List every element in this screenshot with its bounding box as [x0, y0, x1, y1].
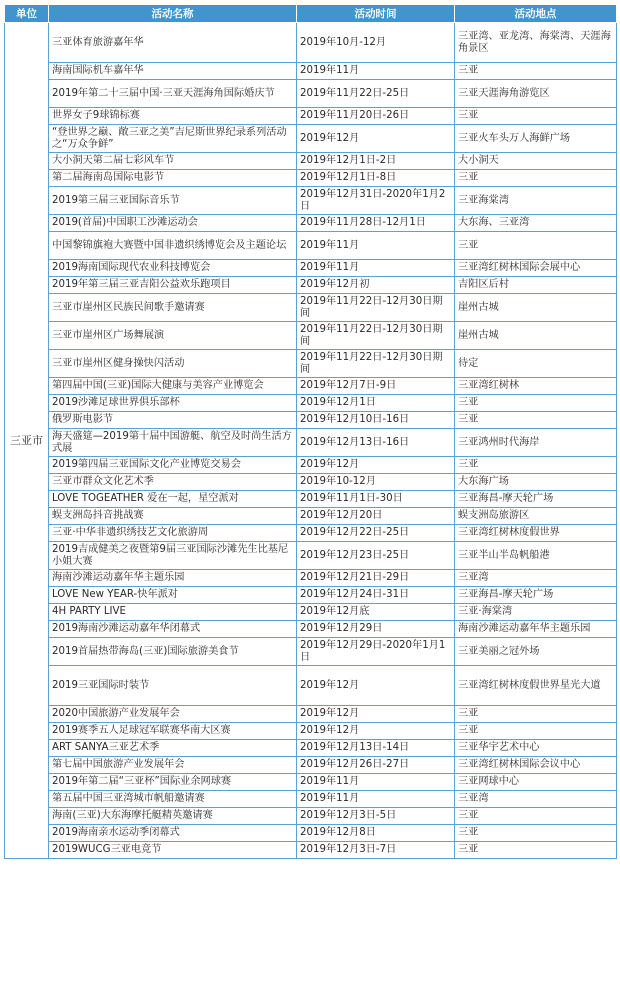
activity-name-cell: LOVE New YEAR-快年派对: [49, 587, 297, 604]
activity-place-cell: 三亚: [455, 395, 617, 412]
activity-place-cell: 崖州古城: [455, 322, 617, 350]
activity-name-cell: 世界女子9球锦标赛: [49, 108, 297, 125]
table-row: [5, 525, 617, 542]
table-row: [5, 232, 617, 260]
activity-time-cell: 2019年11月: [297, 791, 455, 808]
activity-time-cell: 2019年12月3日-5日: [297, 808, 455, 825]
activity-place-cell: 三亚海昌-摩天轮广场: [455, 587, 617, 604]
activity-time-cell: 2019年12月8日: [297, 825, 455, 842]
activity-place-cell: 三亚: [455, 63, 617, 80]
table-row: [5, 80, 617, 108]
activity-time-cell: 2019年12月13日-16日: [297, 429, 455, 457]
activity-place-cell: 大小洞天: [455, 153, 617, 170]
activity-time-cell: 2019年12月: [297, 706, 455, 723]
activity-name-cell: 俄罗斯电影节: [49, 412, 297, 429]
table-row: [5, 322, 617, 350]
table-row: [5, 508, 617, 525]
activity-time-cell: 2019年12月初: [297, 277, 455, 294]
table-body: [5, 23, 617, 859]
activity-name-cell: 三亚市群众文化艺术季: [49, 474, 297, 491]
activity-name-cell: 2019海南沙滩运动嘉年华闭幕式: [49, 621, 297, 638]
table-row: [5, 587, 617, 604]
table-row: [5, 604, 617, 621]
activity-name-cell: 2019第三届三亚国际音乐节: [49, 187, 297, 215]
table-row: [5, 638, 617, 666]
activity-time-cell: 2019年12月21日-29日: [297, 570, 455, 587]
activity-name-cell: 2019第四届三亚国际文化产业博览交易会: [49, 457, 297, 474]
activity-time-cell: 2019年10-12月: [297, 474, 455, 491]
activity-time-cell: 2019年12月31日-2020年1月2日: [297, 187, 455, 215]
activity-name-cell: 第二届海南岛国际电影节: [49, 170, 297, 187]
activity-place-cell: 三亚半山半岛帆船港: [455, 542, 617, 570]
table-row: [5, 125, 617, 153]
activity-name-cell: 大小洞天第二届七彩风车节: [49, 153, 297, 170]
activity-name-cell: 海南国际机车嘉年华: [49, 63, 297, 80]
activity-place-cell: 大东海广场: [455, 474, 617, 491]
activity-place-cell: 三亚海昌-摩天轮广场: [455, 491, 617, 508]
table-row: [5, 187, 617, 215]
activity-name-cell: 三亚·中华非遗织绣技艺文化旅游周: [49, 525, 297, 542]
table-row: [5, 666, 617, 706]
activity-time-cell: 2019年12月23日-25日: [297, 542, 455, 570]
activity-place-cell: 三亚: [455, 706, 617, 723]
activity-place-cell: 三亚: [455, 808, 617, 825]
table-row: [5, 350, 617, 378]
activity-time-cell: 2019年12月29日: [297, 621, 455, 638]
table-row: [5, 723, 617, 740]
activity-name-cell: LOVE TOGEATHER 爱在一起，星空派对: [49, 491, 297, 508]
table-row: [5, 378, 617, 395]
activity-place-cell: 三亚湾红树林: [455, 378, 617, 395]
table-row: [5, 429, 617, 457]
activity-place-cell: 三亚天涯海角游览区: [455, 80, 617, 108]
activity-name-cell: 三亚市崖州区广场舞展演: [49, 322, 297, 350]
activity-place-cell: 三亚湾、亚龙湾、海棠湾、天涯海角景区: [455, 23, 617, 63]
table-row: [5, 825, 617, 842]
activity-name-cell: 2019年第二十三届中国·三亚天涯海角国际婚庆节: [49, 80, 297, 108]
activity-time-cell: 2019年12月7日-9日: [297, 378, 455, 395]
activity-name-cell: 海南(三亚)大东海摩托艇精英邀请赛: [49, 808, 297, 825]
activity-place-cell: 崖州古城: [455, 294, 617, 322]
table-row: [5, 791, 617, 808]
table-row: [5, 457, 617, 474]
activity-place-cell: 三亚湾红树林度假世界星光大道: [455, 666, 617, 706]
activity-name-cell: ART SANYA三亚艺术季: [49, 740, 297, 757]
table-row: [5, 23, 617, 63]
activity-time-cell: 2019年11月22日-12月30日期间: [297, 322, 455, 350]
activity-name-cell: 海天盛筵—2019第十届中国游艇、航空及时尚生活方式展: [49, 429, 297, 457]
activity-time-cell: 2019年12月1日: [297, 395, 455, 412]
activity-place-cell: 三亚湾红树林度假世界: [455, 525, 617, 542]
table-row: [5, 774, 617, 791]
activity-name-cell: 2019年第二届“三亚杯”国际业余网球赛: [49, 774, 297, 791]
activity-name-cell: 2019吉成健美之夜暨第9届三亚国际沙滩先生比基尼小姐大赛: [49, 542, 297, 570]
activity-place-cell: 三亚: [455, 842, 617, 859]
activity-place-cell: 三亚华宇艺术中心: [455, 740, 617, 757]
table-row: [5, 740, 617, 757]
activity-time-cell: 2019年11月: [297, 232, 455, 260]
activity-time-cell: 2019年12月20日: [297, 508, 455, 525]
activity-name-cell: 2019赛季五人足球冠军联赛华南大区赛: [49, 723, 297, 740]
activity-place-cell: 三亚: [455, 825, 617, 842]
activity-time-cell: 2019年11月22日-25日: [297, 80, 455, 108]
activity-place-cell: 三亚网球中心: [455, 774, 617, 791]
activity-time-cell: 2019年12月1日-2日: [297, 153, 455, 170]
activity-place-cell: 三亚: [455, 108, 617, 125]
activity-place-cell: 三亚湾: [455, 791, 617, 808]
table-row: [5, 395, 617, 412]
activity-table-container: [4, 0, 616, 859]
activity-place-cell: 三亚湾红树林国际会展中心: [455, 260, 617, 277]
activity-name-cell: 第四届中国(三亚)国际大健康与美容产业博览会: [49, 378, 297, 395]
activity-place-cell: 三亚美丽之冠外场: [455, 638, 617, 666]
activity-name-cell: 4H PARTY LIVE: [49, 604, 297, 621]
activity-name-cell: 2019海南国际现代农业科技博览会: [49, 260, 297, 277]
activity-time-cell: 2019年12月: [297, 666, 455, 706]
activity-name-cell: “登世界之巅、敞三亚之美”吉尼斯世界纪录系列活动之“万众争鲜”: [49, 125, 297, 153]
table-row: [5, 294, 617, 322]
activity-place-cell: 蜈支洲岛旅游区: [455, 508, 617, 525]
activity-name-cell: 2019首届热带海岛(三亚)国际旅游美食节: [49, 638, 297, 666]
unit-cell: 三亚市: [5, 23, 49, 859]
table-row: [5, 706, 617, 723]
activity-time-cell: 2019年12月3日-7日: [297, 842, 455, 859]
activity-place-cell: 海南沙滩运动嘉年华主题乐园: [455, 621, 617, 638]
activity-place-cell: 三亚湾红树林国际会议中心: [455, 757, 617, 774]
activity-name-cell: 2019WUCG三亚电竞节: [49, 842, 297, 859]
activity-time-cell: 2019年12月: [297, 125, 455, 153]
table-row: [5, 808, 617, 825]
activity-time-cell: 2019年11月: [297, 260, 455, 277]
activity-name-cell: 第五届中国三亚湾城市帆船邀请赛: [49, 791, 297, 808]
activity-name-cell: 海南沙滩运动嘉年华主题乐园: [49, 570, 297, 587]
activity-name-cell: 2019(首届)中国职工沙滩运动会: [49, 215, 297, 232]
table-row: [5, 63, 617, 80]
table-row: [5, 170, 617, 187]
activity-place-cell: 待定: [455, 350, 617, 378]
table-row: [5, 277, 617, 294]
activity-table: [4, 4, 617, 859]
activity-time-cell: 2019年12月29日-2020年1月1日: [297, 638, 455, 666]
activity-name-cell: 2019沙滩足球世界俱乐部杯: [49, 395, 297, 412]
activity-name-cell: 三亚市崖州区健身操快闪活动: [49, 350, 297, 378]
activity-place-cell: 三亚海棠湾: [455, 187, 617, 215]
table-row: [5, 153, 617, 170]
activity-name-cell: 第七届中国旅游产业发展年会: [49, 757, 297, 774]
header-activity-place: 活动地点: [455, 5, 617, 23]
activity-time-cell: 2019年11月22日-12月30日期间: [297, 350, 455, 378]
activity-time-cell: 2019年12月: [297, 457, 455, 474]
table-row: [5, 570, 617, 587]
activity-place-cell: 三亚: [455, 457, 617, 474]
table-row: [5, 542, 617, 570]
table-header: [5, 5, 617, 23]
activity-time-cell: 2019年12月10日-16日: [297, 412, 455, 429]
activity-place-cell: 大东海、三亚湾: [455, 215, 617, 232]
table-row: [5, 412, 617, 429]
activity-time-cell: 2019年11月: [297, 63, 455, 80]
activity-name-cell: 三亚体育旅游嘉年华: [49, 23, 297, 63]
activity-name-cell: 2019海南亲水运动季闭幕式: [49, 825, 297, 842]
activity-place-cell: 三亚: [455, 170, 617, 187]
activity-time-cell: 2019年12月22日-25日: [297, 525, 455, 542]
table-row: [5, 842, 617, 859]
activity-place-cell: 三亚: [455, 232, 617, 260]
table-row: [5, 757, 617, 774]
activity-name-cell: 中国黎锦旗袍大赛暨中国非遗织绣博览会及主题论坛: [49, 232, 297, 260]
activity-time-cell: 2019年11月1日-30日: [297, 491, 455, 508]
table-row: [5, 260, 617, 277]
activity-place-cell: 吉阳区后村: [455, 277, 617, 294]
activity-name-cell: 三亚市崖州区民族民间歌手邀请赛: [49, 294, 297, 322]
activity-time-cell: 2019年12月底: [297, 604, 455, 621]
header-activity-name: 活动名称: [49, 5, 297, 23]
table-row: [5, 474, 617, 491]
activity-time-cell: 2019年11月20日-26日: [297, 108, 455, 125]
activity-place-cell: 三亚·海棠湾: [455, 604, 617, 621]
table-row: [5, 491, 617, 508]
activity-place-cell: 三亚湾: [455, 570, 617, 587]
header-row: [5, 5, 617, 23]
activity-name-cell: 蜈支洲岛抖音挑战赛: [49, 508, 297, 525]
activity-name-cell: 2019年第三届三亚吉阳公益欢乐跑项目: [49, 277, 297, 294]
activity-name-cell: 2019三亚国际时装节: [49, 666, 297, 706]
activity-place-cell: 三亚: [455, 723, 617, 740]
activity-time-cell: 2019年12月24日-31日: [297, 587, 455, 604]
activity-time-cell: 2019年10月-12月: [297, 23, 455, 63]
activity-time-cell: 2019年11月28日-12月1日: [297, 215, 455, 232]
header-unit: 单位: [5, 5, 49, 23]
activity-place-cell: 三亚: [455, 412, 617, 429]
activity-time-cell: 2019年12月: [297, 723, 455, 740]
activity-place-cell: 三亚鸿州时代海岸: [455, 429, 617, 457]
activity-name-cell: 2020中国旅游产业发展年会: [49, 706, 297, 723]
table-row: [5, 621, 617, 638]
table-row: [5, 215, 617, 232]
activity-place-cell: 三亚火车头万人海鲜广场: [455, 125, 617, 153]
table-row: [5, 108, 617, 125]
activity-time-cell: 2019年12月13日-14日: [297, 740, 455, 757]
activity-time-cell: 2019年11月: [297, 774, 455, 791]
header-activity-time: 活动时间: [297, 5, 455, 23]
activity-time-cell: 2019年12月1日-8日: [297, 170, 455, 187]
activity-time-cell: 2019年12月26日-27日: [297, 757, 455, 774]
activity-time-cell: 2019年11月22日-12月30日期间: [297, 294, 455, 322]
